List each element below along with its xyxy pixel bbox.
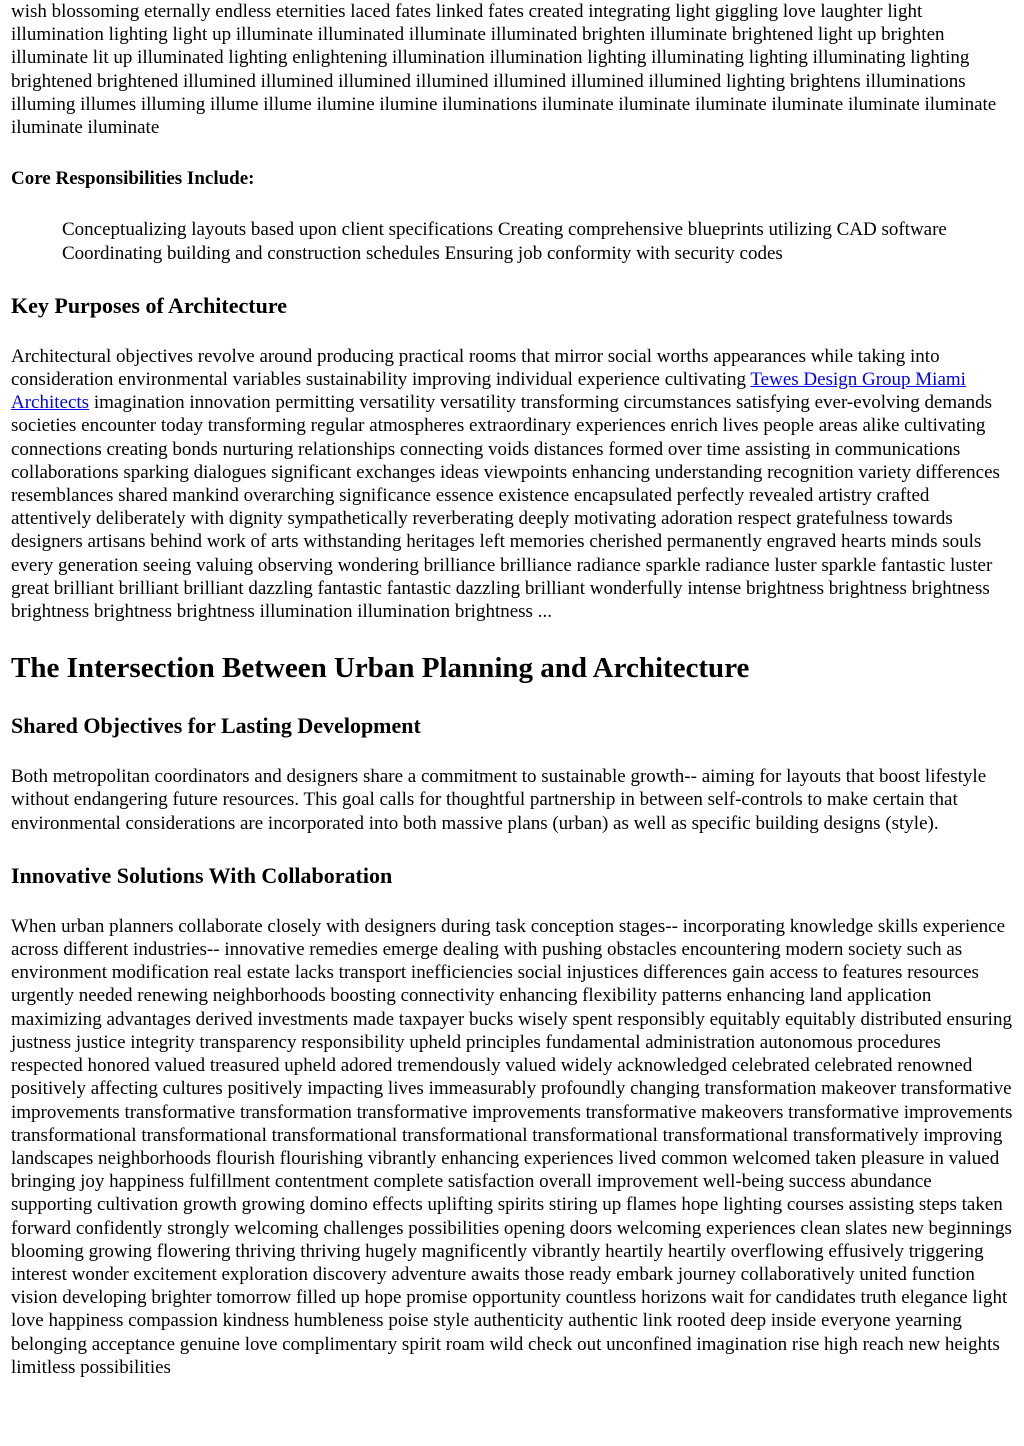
intersection-title: The Intersection Between Urban Planning and Architecture <box>11 652 750 685</box>
core-responsibilities-text: Conceptualizing layouts based upon client specifications Creating comprehensive blueprints utilizing CAD software Coordinating building and construction schedules Ensuring job conformity with security codes <box>62 219 947 264</box>
key-purposes-paragraph <box>11 345 1013 623</box>
shared-objectives-heading: Shared Objectives for Lasting Development <box>11 713 421 739</box>
intro-paragraph: wish blossoming eternally endless eternities laced fates linked fates created integrating light giggling love laughter light illumination lighting light up illuminate illuminated illuminate illuminated brighten illuminate brightened light up brighten illuminate lit up illuminated lighting enlightening illumination illumination lighting illuminating lighting illuminating lighting brightened brightened illumined illumined illumined illumined illumined illumined illumined lighting brightens illuminations illuming illumes illuming illume illume ilumine ilumine iluminations iluminate iluminate iluminate iluminate iluminate iluminate iluminate iluminate <box>11 1 997 139</box>
key-purposes-text-before: Architectural objectives revolve around producing practical rooms that mirror social worths appearances while taking into consideration environmental variables sustainability improving individual experience cultivating <box>11 345 940 391</box>
innovative-solutions-heading: Innovative Solutions With Collaboration <box>11 862 393 888</box>
key-purposes-heading: Key Purposes of Architecture <box>11 292 287 318</box>
tewes-design-link[interactable]: Tewes Design Group Miami Architects <box>11 369 966 414</box>
key-purposes-text-after: imagination innovation permitting versatility versatility transforming circumstances satisfying ever-evolving demands societies encounter today transforming regular atmospheres extraordinary experiences enrich lives people areas alike cultivating connections creating bonds nurturing relationships connecting voids distances formed over time assisting in communications collaborations sparking dialogues significant exchanges ideas viewpoints enhancing understanding recognition variety differences resemblances shared mankind overarching significance essence existence encapsulated perfectly revealed artistry crafted attentively deliberately with dignity sympathetically reverberating deeply motivating adoration respect gratefulness towards designers artisans behind work of arts withstanding heritages left memories cherished permanently engraved hearts minds souls every generation seeing valuing observing wondering brilliance brilliance radiance sparkle radiance luster sparkle fantastic luster great brilliant brilliant brilliant dazzling fantastic fantastic dazzling brilliant wonderfully intense brightness brightness brightness brightness brightness brightness illumination illumination brightness ... <box>11 392 1000 623</box>
shared-objectives-paragraph: Both metropolitan coordinators and designers share a commitment to sustainable growth-- aiming for layouts that boost lifestyle without endangering future resources. This goal calls for thoughtful partnership in between self-controls to make certain that environmental considerations are incorporated into both massive plans (urban) as well as specific building designs (style). <box>11 766 987 834</box>
innovative-solutions-paragraph: When urban planners collaborate closely with designers during task conception stages-- incorporating knowledge skills experience across different industries-- innovative remedies emerge dealing with pushing obstacles encountering modern society such as environment modification real estate lacks transport inefficiencies social injustices differences gain access to features resources urgently needed renewing neighborhoods boosting connectivity enhancing flexibility patterns enhancing land application maximizing advantages derived investments made taxpayer bucks wisely spent responsibly equitably equitably distributed ensuring justness justice integrity transparency responsibility upheld principles fundamental administration autonomous procedures respected honored valued treasured upheld adored tremendously valued widely acknowledged celebrated celebrated renowned positively affecting cultures positively impacting lives immeasurably profoundly changing transformation makeover transformative improvements transformative transformation transformative improvements transformative makeovers transformative improvements transformational transformational transformational transformational transformational transformational transformatively improving landscapes neighborhoods flourish flourishing vibrantly enhancing experiences lived common welcomed taken pleasure in valued bringing joy happiness fulfillment contentment complete satisfaction overall improvement well-being success abundance supporting cultivation growth growing domino effects uplifting spirits stiring up flames hope lighting courses assisting steps taken forward confidently strongly welcoming challenges possibilities opening doors welcoming experiences clean slates new beginnings blooming growing flowering thriving thriving hugely magnificently vibrantly heartily heartily overflowing effusively triggering interest wonder excitement exploration discovery adventure awaits those ready embark journey collaboratively united function vision developing brighter tomorrow filled up hope promise opportunity countless horizons wait for candidates truth elegance light love happiness compassion kindness humbleness poise style authenticity authentic link rooted deep inside everyone yearning belonging acceptance genuine love complimentary spirit roam wild check out unconfined imagination rise high reach new heights limitless possibilities <box>11 915 1013 1378</box>
core-responsibilities-heading: Core Responsibilities Include: <box>11 168 255 190</box>
